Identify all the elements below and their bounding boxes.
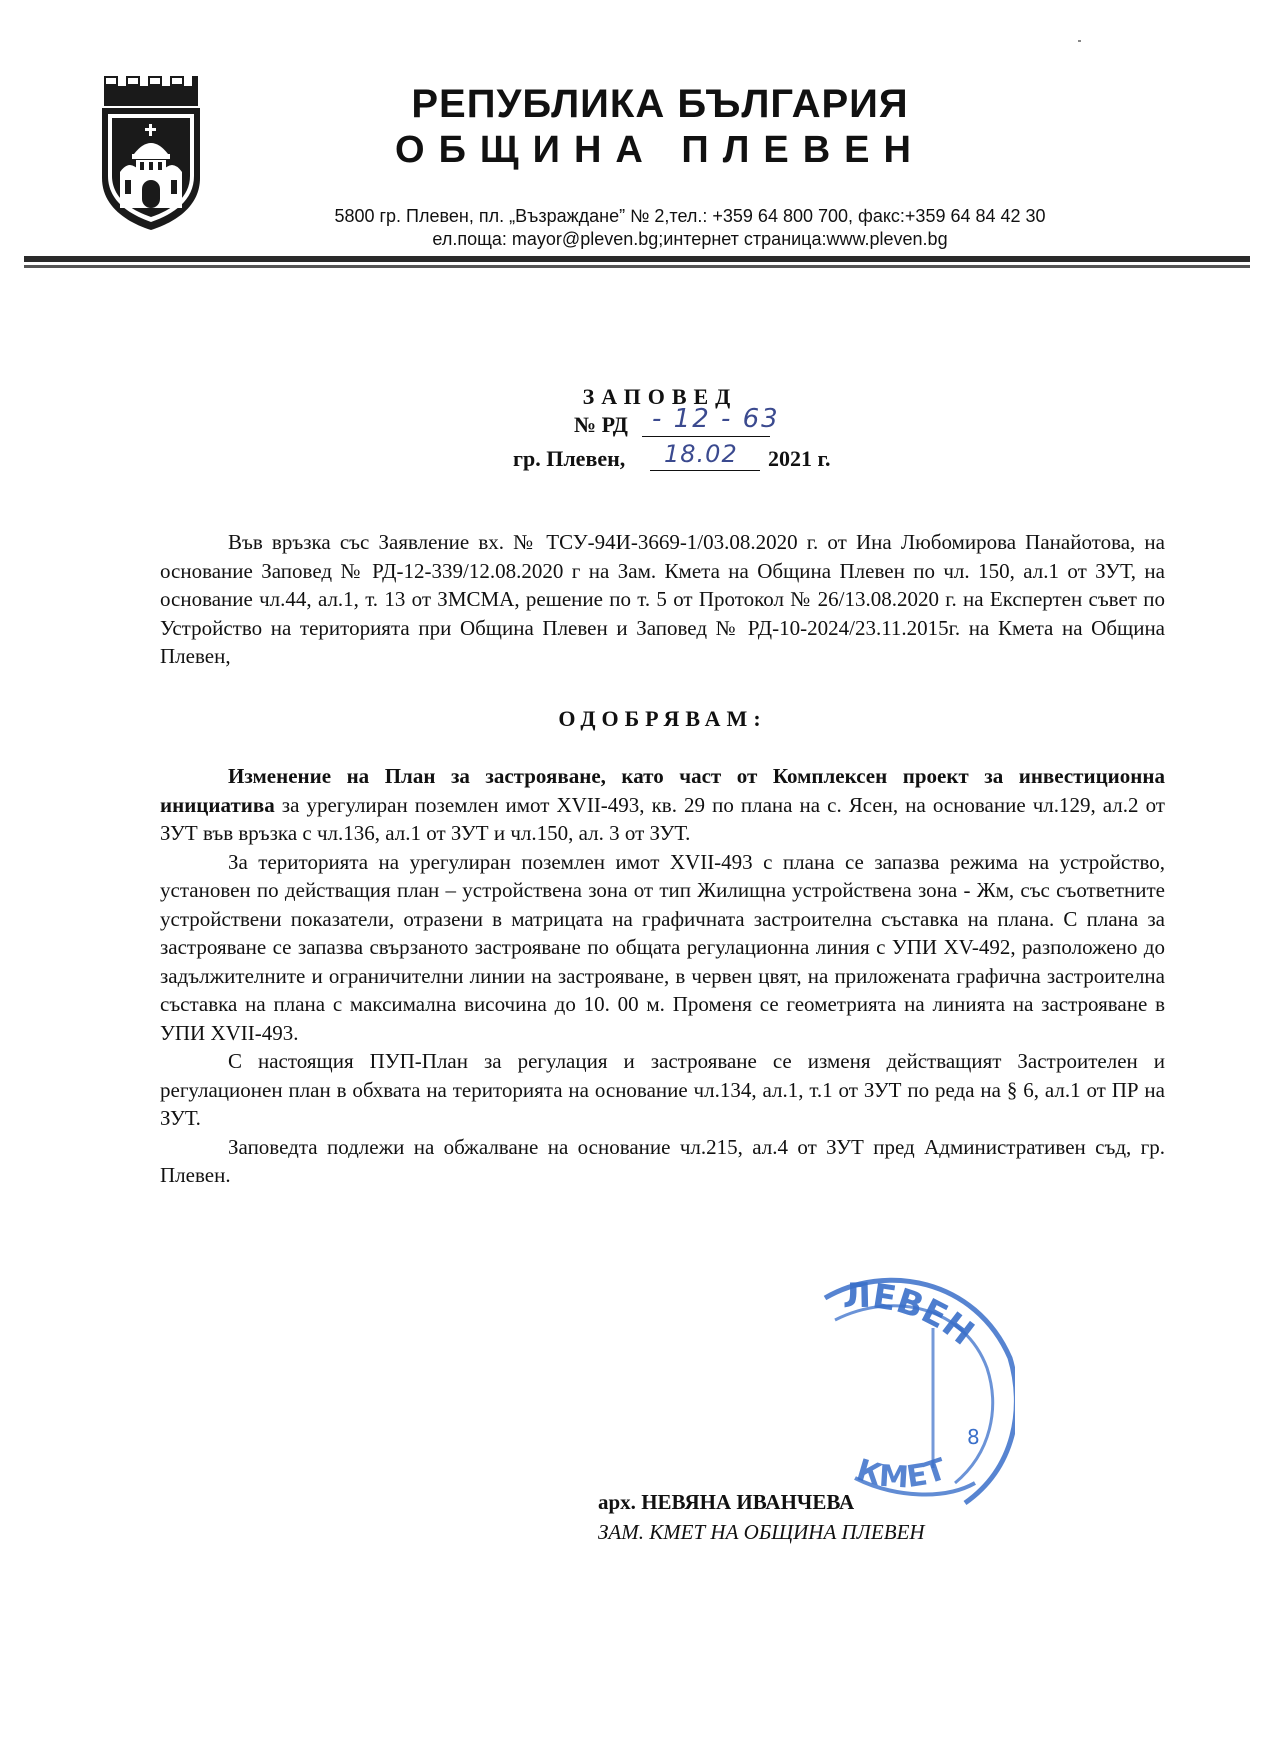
signatory-name bbox=[598, 1490, 854, 1515]
signatory-fullname: НЕВЯНА ИВАНЧЕВА bbox=[641, 1490, 855, 1514]
svg-text:ЛЕВЕН bbox=[842, 1276, 981, 1354]
decision-paragraph-1 bbox=[160, 762, 1165, 848]
header-divider-thin bbox=[24, 265, 1250, 268]
approve-heading: ОДОБРЯВАМ: bbox=[558, 706, 767, 731]
svg-text:КМЕТ bbox=[853, 1452, 952, 1496]
header-municipality: ОБЩИНА ПЛЕВЕН bbox=[395, 129, 925, 171]
decision-body bbox=[160, 762, 1165, 1190]
order-city-label: гр. Плевен, bbox=[513, 446, 626, 471]
header-divider bbox=[24, 256, 1250, 262]
stamp-digit: 8 bbox=[967, 1425, 980, 1449]
pleven-coat-of-arms-icon bbox=[98, 72, 204, 232]
header-contacts: ел.поща: mayor@pleven.bg;интернет страница:www.pleven.bg bbox=[432, 229, 948, 249]
decision-subject-rest: за урегулиран поземлен имот XVII-493, кв. 29 по плана на с. Ясен, на основание чл.129, ал.2 от ЗУТ във връзка с чл.136, ал.1 от ЗУТ и чл.150, ал. 3 от ЗУТ. bbox=[160, 792, 1165, 845]
decision-paragraph-3: С настоящия ПУП-План за регулация и застрояване се изменя действащият Застроителен и регулационен план в обхвата на територията на основание чл.134, ал.1, т.1 от ЗУТ по реда на § 6, ал.1 от ПР на ЗУТ. bbox=[160, 1049, 1165, 1130]
intro-paragraph bbox=[160, 528, 1165, 671]
decision-subject: Изменение на План за застрояване, като част от Комплексен проект за инвестиционна инициатива bbox=[160, 764, 1165, 817]
order-date-handwritten: 18.02 bbox=[664, 440, 738, 468]
decision-paragraph-4: Заповедта подлежи на обжалване на основание чл.215, ал.4 от ЗУТ пред Административен съд, гр. Плевен. bbox=[160, 1134, 1165, 1187]
order-number-blank bbox=[642, 436, 770, 437]
order-title: ЗАПОВЕД bbox=[582, 384, 738, 409]
stamp-text-top: ЛЕВЕН bbox=[842, 1275, 982, 1354]
signatory-title: арх. bbox=[598, 1490, 636, 1514]
scan-speck bbox=[1078, 40, 1081, 42]
intro-text: Във връзка със Заявление вх. № ТСУ-94И-3669-1/03.08.2020 г. от Ина Любомирова Панайотова, на основание Заповед № РД-12-339/12.08.2020 г на Зам. Кмета на Община Плевен по чл. 150, ал.1 от ЗУТ, на основание чл.44, ал.1, т. 13 от ЗМСМА, решение по т. 5 от Протокол № 26/13.08.2020 г. на Експертен съвет по Устройство на територията при Община Плевен и Заповед № РД-10-2024/23.11.2015г. на Кмета на Община Плевен, bbox=[160, 530, 1165, 668]
header-address: 5800 гр. Плевен, пл. „Възраждане” № 2,тел.: +359 64 800 700, факс:+359 64 84 42 30 bbox=[334, 206, 1046, 226]
signatory-role: ЗАМ. КМЕТ НА ОБЩИНА ПЛЕВЕН bbox=[598, 1520, 925, 1544]
header-country: РЕПУБЛИКА БЪЛГАРИЯ bbox=[411, 82, 909, 126]
order-number-handwritten: - 12 - 63 bbox=[652, 404, 780, 434]
order-number-label: № РД bbox=[574, 412, 628, 437]
order-year: 2021 г. bbox=[768, 446, 831, 471]
stamp-text-bottom: КМЕТ bbox=[852, 1451, 951, 1496]
order-date-blank bbox=[650, 470, 760, 471]
official-stamp bbox=[815, 1268, 1015, 1508]
decision-paragraph-2: За територията на урегулиран поземлен имот XVII-493 с плана се запазва режима на устройство, установен по действащия план – устройствена зона от тип Жилищна устройствена зона - Жм, със съответните устройствени показатели, отразени в матрицата на графичната застроителна съставка на плана. С плана за застрояване се запазва свързаното застрояване по общата регулационна линия с УПИ XV-492, разположено до задължителните и ограничителни линии на застрояване, в червен цвят, на приложената графична застроителна съставка на плана с максимална височина до 10. 00 м. Променя се геометрията на линията на застрояване в УПИ XVII-493. bbox=[160, 849, 1165, 1045]
